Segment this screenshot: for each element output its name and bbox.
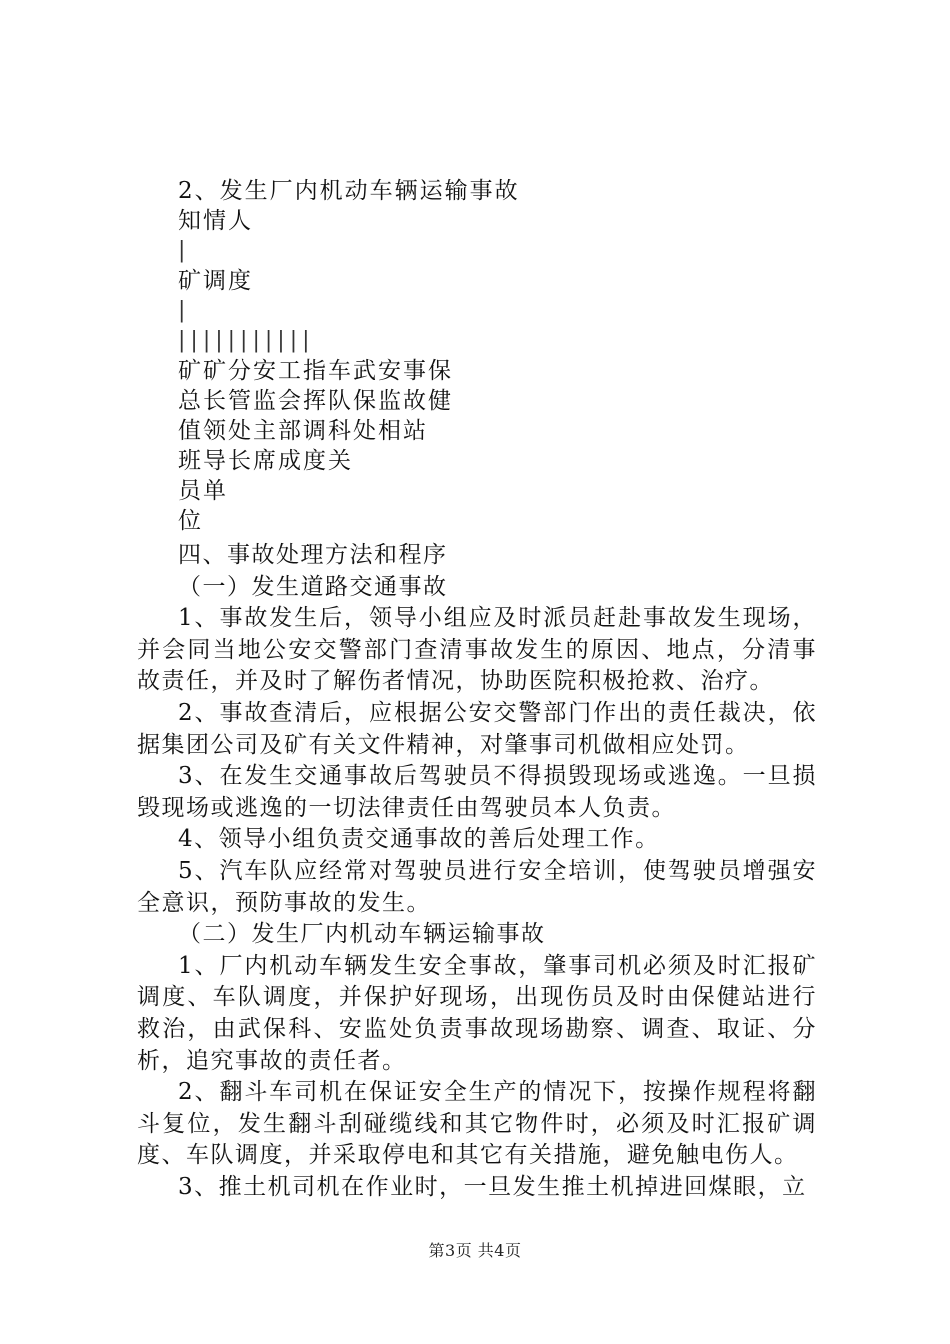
- paragraph: 3、推土机司机在作业时，一旦发生推土机掉进回煤眼，立: [178, 1173, 807, 1200]
- flow-connector: |: [178, 298, 186, 323]
- flow-connector: |: [178, 238, 186, 263]
- paragraph: 5、汽车队应经常对驾驶员进行安全培训，使驾驶员增强安全意识，预防事故的发生。: [137, 857, 817, 916]
- document-body: [137, 540, 817, 1203]
- notification-flowchart: [178, 176, 838, 536]
- section-heading: 四、事故处理方法和程序: [178, 542, 448, 568]
- flowchart-title: 2、发生厂内机动车辆运输事故: [178, 178, 520, 204]
- flow-recipients-row: 值领处主部调科处相站: [178, 418, 428, 444]
- page-number-footer: 第3页 共4页: [428, 1241, 522, 1260]
- flow-branch-connectors: |||||||||||: [178, 328, 315, 353]
- paragraph: 2、事故查清后，应根据公安交警部门作出的责任裁决，依据集团公司及矿有关文件精神，对肇事司机做相应处罚。: [137, 699, 817, 758]
- flow-recipients-row: 位: [178, 508, 203, 534]
- paragraph: 2、翻斗车司机在保证安全生产的情况下，按操作规程将翻斗复位，发生翻斗刮碰缆线和其它物件时，必须及时汇报矿调度、车队调度，并采取停电和其它有关措施，避免触电伤人。: [137, 1079, 817, 1169]
- flow-recipients-row: 员单: [178, 478, 228, 504]
- flow-node-dispatch: 矿调度: [178, 268, 253, 294]
- flow-recipients-row: 班导长席成度关: [178, 448, 353, 474]
- flow-recipients-row: 矿矿分安工指车武安事保: [178, 358, 453, 384]
- subsection-heading-road: （一）发生道路交通事故: [178, 573, 448, 600]
- paragraph: 3、在发生交通事故后驾驶员不得损毁现场或逃逸。一旦损毁现场或逃逸的一切法律责任由驾驶员本人负责。: [137, 763, 817, 821]
- paragraph: 1、厂内机动车辆发生安全事故，肇事司机必须及时汇报矿调度、车队调度，并保护好现场，出现伤员及时由保健站进行救治，由武保科、安监处负责事故现场勘察、调查、取证、分析，追究事故的责任者。: [137, 952, 817, 1074]
- subsection-heading-vehicle: （二）发生厂内机动车辆运输事故: [178, 921, 546, 948]
- paragraph: 4、领导小组负责交通事故的善后处理工作。: [178, 826, 660, 853]
- flow-node-informant: 知情人: [178, 208, 253, 234]
- flow-recipients-row: 总长管监会挥队保监故健: [178, 388, 453, 414]
- paragraph: 1、事故发生后，领导小组应及时派员赶赴事故发生现场，并会同当地公安交警部门查清事故发生的原因、地点，分清事故责任，并及时了解伤者情况，协助医院积极抢救、治疗。: [137, 605, 817, 695]
